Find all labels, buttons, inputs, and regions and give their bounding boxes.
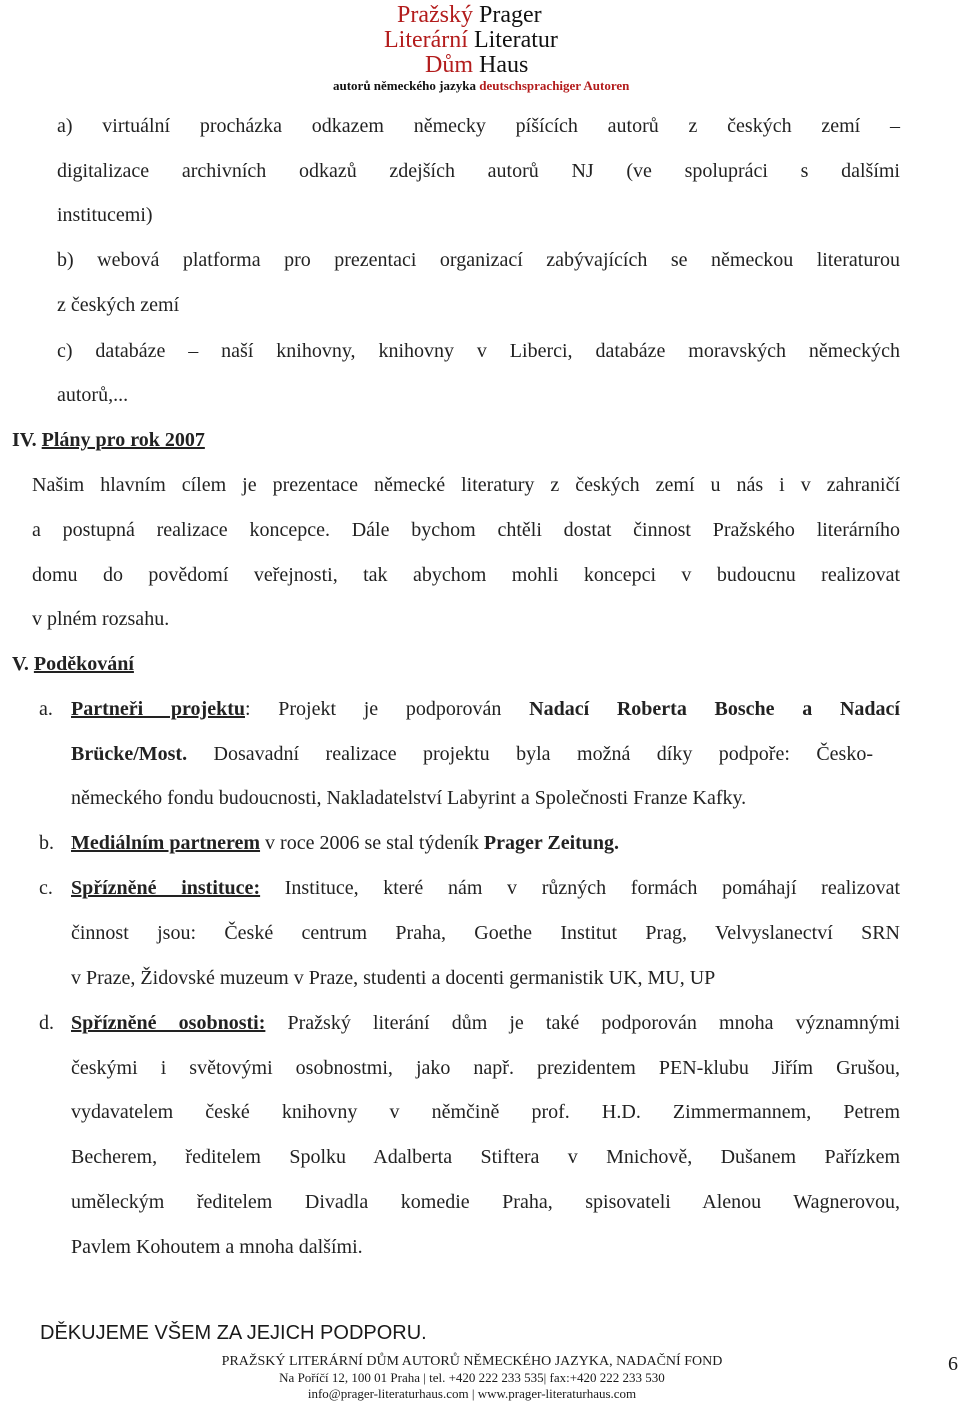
item-a-line-1: Partneři projektu: Projekt je podporován Nadací Roberta Bosche a Nadací <box>71 698 900 720</box>
section-5-title: Poděkování <box>33 653 134 675</box>
list-b-line-1: b) webová platforma pro prezentaci organizací zabývajících se německou literaturou <box>57 249 900 271</box>
media-partner-label: Mediálním partnerem <box>71 832 261 854</box>
section-4-heading <box>12 428 205 452</box>
page-number: 6 <box>948 1353 958 1375</box>
item-c-line-2: činnost jsou: České centrum Praha, Goethe Institut Prag, Velvyslanectví SRN <box>71 922 900 944</box>
logo-row-2: Literární Literatur <box>384 27 558 53</box>
item-d-line-5: uměleckým ředitelem Divadla komedie Praha, spisovateli Alenou Wagnerovou, <box>71 1191 900 1213</box>
list-c-line-2: autorů,... <box>57 384 129 406</box>
section-4-title: Plány pro rok 2007 <box>41 429 205 451</box>
item-d-line-2: českými i světovými osobnostmi, jako např. prezidentem PEN-klubu Jiřím Grušou, <box>71 1057 900 1079</box>
item-a-line-3: německého fondu budoucnosti, Nakladatelství Labyrint a Společnosti Franze Kafky. <box>71 787 747 809</box>
item-c-line-1: Spřízněné instituce: Instituce, které nám v různých formách pomáhají realizovat <box>71 877 901 899</box>
section-4-line-2: a postupná realizace koncepce. Dále bychom chtěli dostat činnost Pražského literárního <box>32 519 900 541</box>
related-persons-label: Spřízněné osobnosti: <box>71 1012 266 1034</box>
list-a-line-3: institucemi) <box>57 204 153 226</box>
section-4-line-1: Našim hlavním cílem je prezentace německé literatury z českých zemí u nás i v zahraničí <box>32 474 900 496</box>
item-b-line-1: Mediálním partnerem v roce 2006 se stal týdeník Prager Zeitung. <box>71 832 620 854</box>
item-c-line-3: v Praze, Židovské muzeum v Praze, studenti a docenti germanistik UK, MU, UP <box>71 967 716 989</box>
section-4-line-3: domu do povědomí veřejnosti, tak abychom mohli koncepci v budoucnu realizovat <box>32 564 900 586</box>
footer-contact: info@prager-literaturhaus.com | www.prager-literaturhaus.com <box>307 1386 637 1401</box>
item-d-line-1: Spřízněné osobnosti: Pražský literání dům je také podporován mnoha významnými <box>71 1012 901 1034</box>
item-d-line-4: Becherem, ředitelem Spolku Adalberta Stiftera v Mnichově, Dušanem Pařízkem <box>71 1146 900 1168</box>
item-d-line-3: vydavatelem české knihovny v němčině prof. H.D. Zimmermannem, Petrem <box>71 1101 900 1123</box>
item-a-line-2: Brücke/Most. Dosavadní realizace projektu byla možná díky podpoře: Česko- <box>71 743 873 765</box>
list-a-line-2: digitalizace archivních odkazů zdejších autorů NJ (ve spolupráci s dalšími <box>57 160 900 182</box>
item-d-marker: d. <box>39 1012 54 1034</box>
partners-label: Partneři projektu <box>71 698 245 720</box>
list-c-line-1: c) databáze – naší knihovny, knihovny v Liberci, databáze moravských německých <box>57 340 900 362</box>
section-4-number: IV. <box>12 429 37 451</box>
item-c-marker: c. <box>39 877 53 899</box>
item-d-line-6: Pavlem Kohoutem a mnoha dalšími. <box>71 1236 363 1258</box>
logo-row-1: Pražský Prager <box>397 2 542 28</box>
footer-org-name: PRAŽSKÝ LITERÁRNÍ DŮM AUTORŮ NĚMECKÉHO JAZYKA, NADAČNÍ FOND <box>221 1354 723 1369</box>
list-a-line-1: a) virtuální procházka odkazem německy píšících autorů z českých zemí – <box>57 115 900 137</box>
section-5-heading <box>12 652 134 676</box>
section-4-line-4: v plném rozsahu. <box>32 608 170 630</box>
section-5-number: V. <box>12 653 29 675</box>
logo-subtitle: autorů německého jazyka deutschsprachiger Autoren <box>333 78 630 93</box>
logo-row-3: Dům Haus <box>425 52 529 78</box>
list-b-line-2: z českých zemí <box>57 294 180 316</box>
footer-address: Na Poříčí 12, 100 01 Praha | tel. +420 222 233 535| fax:+420 222 233 530 <box>279 1370 665 1385</box>
item-a-marker: a. <box>39 698 53 720</box>
closing-thanks: DĚKUJEME VŠEM ZA JEJICH PODPORU. <box>40 1322 427 1344</box>
item-b-marker: b. <box>39 832 54 854</box>
related-institutions-label: Spřízněné instituce: <box>71 877 261 899</box>
